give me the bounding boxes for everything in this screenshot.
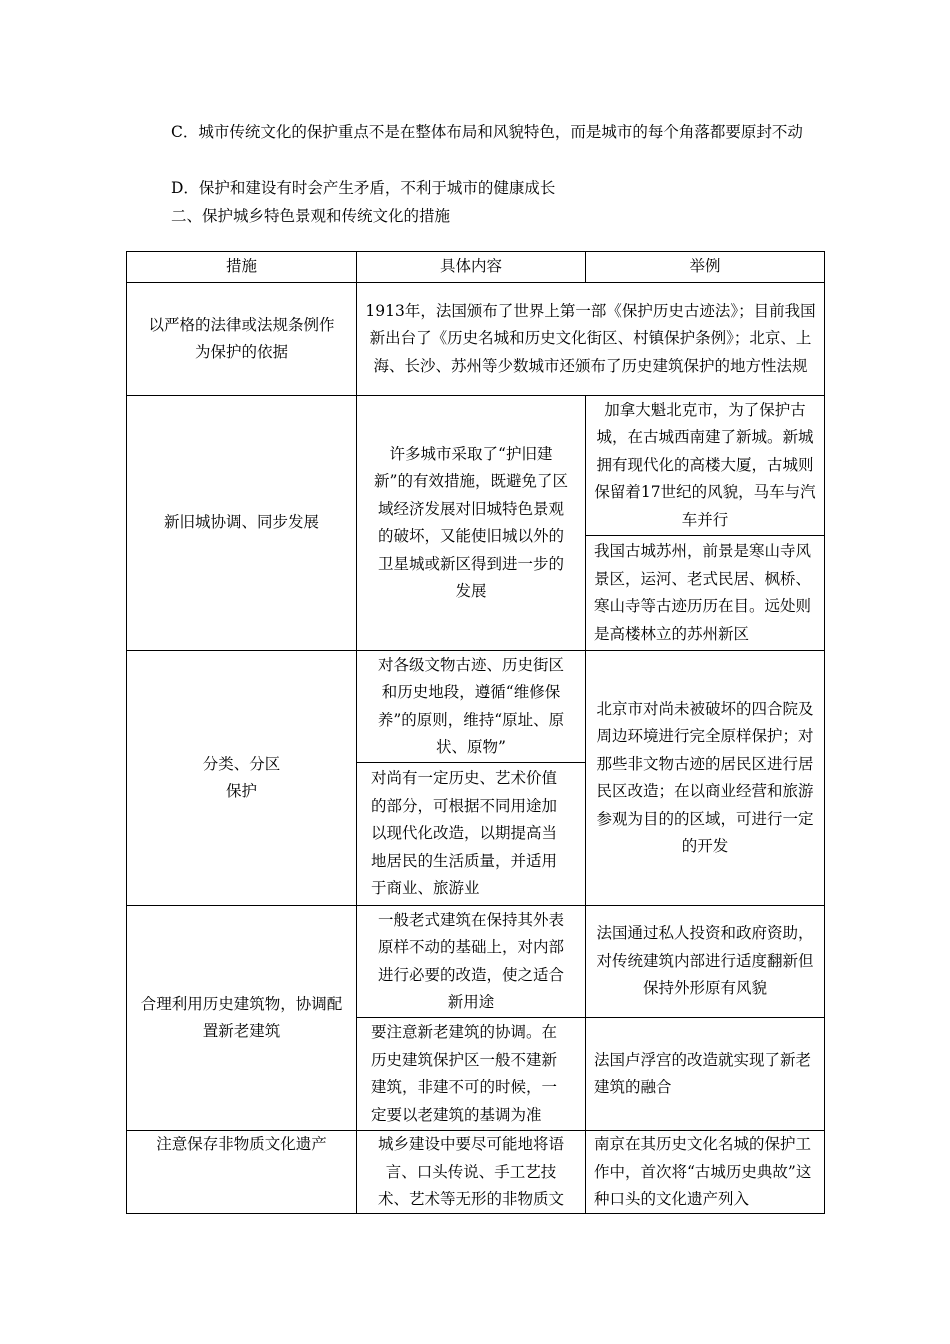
content-cell: 一般老式建筑在保持其外表原样不动的基础上，对内部进行必要的改造，使之适合新用途	[357, 906, 586, 1018]
content-cell: 对各级文物古迹、历史街区和历史地段，遵循“维修保养”的原则，维持“原址、原状、原物”	[357, 651, 586, 763]
section-heading: 二、保护城乡特色景观和传统文化的措施	[171, 207, 451, 225]
content-cell: 许多城市采取了“护旧建新”的有效措施，既避免了区域经济发展对旧城特色景观的破坏，又能使旧城以外的卫星城或新区得到进一步的发展	[357, 396, 586, 651]
table-row	[127, 1131, 825, 1214]
measure-cell: 新旧城协调、同步发展	[127, 396, 357, 651]
example-cell: 北京市对尚未被破坏的四合院及周边环境进行完全原样保护；对那些非文物古迹的居民区进行居民区改造；在以商业经营和旅游参观为目的的区域，可进行一定的开发	[586, 651, 825, 906]
example-cell: 加拿大魁北克市，为了保护古城，在古城西南建了新城。新城拥有现代化的高楼大厦，古城则保留着17世纪的风貌，马车与汽车并行	[586, 396, 825, 536]
content-cell	[357, 1131, 586, 1214]
table-row	[127, 396, 825, 536]
table-row	[127, 651, 825, 763]
measure-cell: 以严格的法律或法规条例作为保护的依据	[127, 283, 357, 396]
content-cell: 1913年，法国颁布了世界上第一部《保护历史古迹法》；目前我国新出台了《历史名城和历史文化街区、村镇保护条例》；北京、上海、长沙、苏州等少数城市还颁布了历史建筑保护的地方性法规	[357, 283, 825, 396]
header-measure: 措施	[127, 252, 357, 283]
measure-cell: 合理利用历史建筑物，协调配置新老建筑	[127, 906, 357, 1131]
content-text: 城乡建设中要尽可能地将语言、口头传说、手工艺技术、艺术等无形的非物质文	[377, 1135, 564, 1208]
option-d-text: D．保护和建设有时会产生矛盾，不利于城市的健康成长	[171, 179, 556, 197]
table-row	[127, 906, 825, 1018]
example-cell: 法国卢浮宫的改造就实现了新老建筑的融合	[586, 1018, 825, 1131]
measure-cell: 注意保存非物质文化遗产	[127, 1131, 357, 1214]
example-cell: 我国古城苏州，前景是寒山寺风景区，运河、老式民居、枫桥、寒山寺等古迹历历在目。远处则是高楼林立的苏州新区	[586, 536, 825, 651]
header-example: 举例	[586, 252, 825, 283]
example-text: 南京在其历史文化名城的保护工作中，首次将“古城历史典故”这种口头的文化遗产列入	[594, 1135, 812, 1208]
measure-cell: 分类、分区保护	[127, 651, 357, 906]
header-content: 具体内容	[357, 252, 586, 283]
content-cell: 对尚有一定历史、艺术价值的部分，可根据不同用途加以现代化改造，以期提高当地居民的生活质量，并适用于商业、旅游业	[357, 763, 586, 906]
table-row	[127, 283, 825, 396]
example-cell: 法国通过私人投资和政府资助，对传统建筑内部进行适度翻新但保持外形原有风貌	[586, 906, 825, 1018]
example-cell	[586, 1131, 825, 1214]
measures-table	[126, 251, 825, 1214]
option-c-text: C．城市传统文化的保护重点不是在整体布局和风貌特色，而是城市的每个角落都要原封不动	[171, 123, 803, 141]
content-cell: 要注意新老建筑的协调。在历史建筑保护区一般不建新建筑，非建不可的时候，一定要以老建筑的基调为准	[357, 1018, 586, 1131]
table-header-row	[127, 252, 825, 283]
